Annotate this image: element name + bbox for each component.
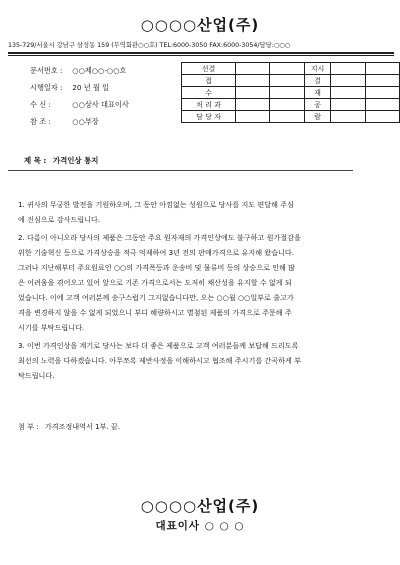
approval-cell-empty xyxy=(236,99,270,111)
info-value: ○○상사 대표이사 xyxy=(72,100,129,109)
body-line: 탁드립니다. xyxy=(18,371,55,380)
footer-company: ○○○○산업(주) xyxy=(140,497,260,515)
info-value: ○○제○○-○○호 xyxy=(72,66,127,75)
approval-cell-empty xyxy=(365,111,399,123)
info-reference xyxy=(30,117,99,127)
body-line: 2. 다름이 아니오라 당사의 제품은 그동안 주요 원자재의 가격인상에도 불구하고 원가절감을 xyxy=(18,233,301,242)
company-address: 135-729/서울시 강남구 삼성동 159 (무역회관○○호) TEL:6000-3050 FAX:6000-3054/담당:○○○ xyxy=(8,42,291,49)
approval-cell-empty xyxy=(270,87,304,99)
approval-cell-empty xyxy=(270,63,304,75)
attachment-label: 첨 부 : xyxy=(18,422,39,431)
subject-rule xyxy=(8,170,353,171)
approval-cell-empty xyxy=(331,87,365,99)
company-title: ○○○○산업(주) xyxy=(140,16,260,34)
info-label: 참 조 : xyxy=(30,117,51,126)
info-doc-number xyxy=(30,66,126,76)
approval-cell-empty xyxy=(365,87,399,99)
approval-damdangja: 담 당 자 xyxy=(182,111,236,123)
attachment-line xyxy=(18,422,120,432)
approval-cell-empty xyxy=(236,75,270,87)
approval-cell-empty xyxy=(365,63,399,75)
approval-cell-empty xyxy=(270,111,304,123)
approval-seon: 선결 xyxy=(182,63,236,75)
subject-line xyxy=(24,155,98,166)
approval-cell-empty xyxy=(331,99,365,111)
approval-gong: 공 xyxy=(304,99,331,111)
body-line: 격을 변경하지 않을 수 없게 되었으니 부디 혜량하시고 별첨된 제품의 가격으로 주문해 주 xyxy=(18,308,292,317)
subject-text: 가격인상 통지 xyxy=(52,156,99,165)
approval-cell-empty xyxy=(236,63,270,75)
info-value: ○○부장 xyxy=(72,117,99,126)
body-line: 위한 기술혁신 등으로 가격상승을 적극 억제하여 3년 전의 판매가격으로 유지해 왔습니다. xyxy=(18,248,295,257)
info-label: 시행일자 : xyxy=(30,83,63,92)
approval-cell-empty xyxy=(331,75,365,87)
approval-ram: 람 xyxy=(304,111,331,123)
approval-su: 수 xyxy=(182,87,236,99)
body-line: 최선의 노력을 다하겠습니다. 아무쪼록 제반사정을 이해하시고 협조해 주시기를 간곡하게 부 xyxy=(18,356,301,365)
body-line: 었습니다. 이에 고객 여러분께 송구스럽기 그지없습니다만, 오는 ○○월 ○○일부로 출고가 xyxy=(18,293,294,302)
info-value: 20 년 월 일 xyxy=(72,83,110,92)
info-label: 문서번호 : xyxy=(30,66,63,75)
approval-cheorigwa: 처 리 과 xyxy=(182,99,236,111)
approval-jae: 재 xyxy=(304,87,331,99)
approval-gyeol: 결 xyxy=(304,75,331,87)
approval-jeop: 접 xyxy=(182,75,236,87)
body-line: 은 어려움을 겪어오고 있어 앞으로 기존 가격으로서는 도저히 채산성을 유지할 수 없게 되 xyxy=(18,278,292,287)
header-rule-thick xyxy=(8,52,394,54)
approval-cell-empty xyxy=(331,63,365,75)
approval-cell-empty xyxy=(365,75,399,87)
info-recipient xyxy=(30,100,129,110)
approval-cell-empty xyxy=(270,99,304,111)
header-rule-thin xyxy=(8,55,394,56)
approval-jisi: 지시 xyxy=(304,63,331,75)
approval-cell-empty xyxy=(331,111,365,123)
info-label: 수 신 : xyxy=(30,100,51,109)
body-line: 시기를 부탁드립니다. xyxy=(18,323,85,332)
info-date xyxy=(30,83,109,93)
body-line: 1. 귀사의 무궁한 발전을 기원하오며, 그 동안 아낌없는 성원으로 당사를 지도 편달해 주심 xyxy=(18,200,294,209)
approval-cell-empty xyxy=(236,111,270,123)
body-line: 그러나 지난해부터 주요원료인 ○○의 가격폭등과 운송비 및 물류비 등의 상승으로 인해 많 xyxy=(18,263,296,272)
approval-cell-empty xyxy=(365,99,399,111)
subject-label: 제 목 : xyxy=(24,156,47,165)
footer-ceo: 대표이사 ○ ○ ○ xyxy=(155,520,245,532)
attachment-text: 가격조정내역서 1부. 끝. xyxy=(44,422,121,431)
approval-cell-empty xyxy=(236,87,270,99)
body-line: 3. 이번 가격인상을 계기로 당사는 보다 더 좋은 제품으로 고객 여러분들께 보답해 드리도록 xyxy=(18,341,299,350)
approval-cell-empty xyxy=(270,75,304,87)
approval-table xyxy=(181,62,400,123)
body-line: 에 진심으로 감사드립니다. xyxy=(18,215,101,224)
